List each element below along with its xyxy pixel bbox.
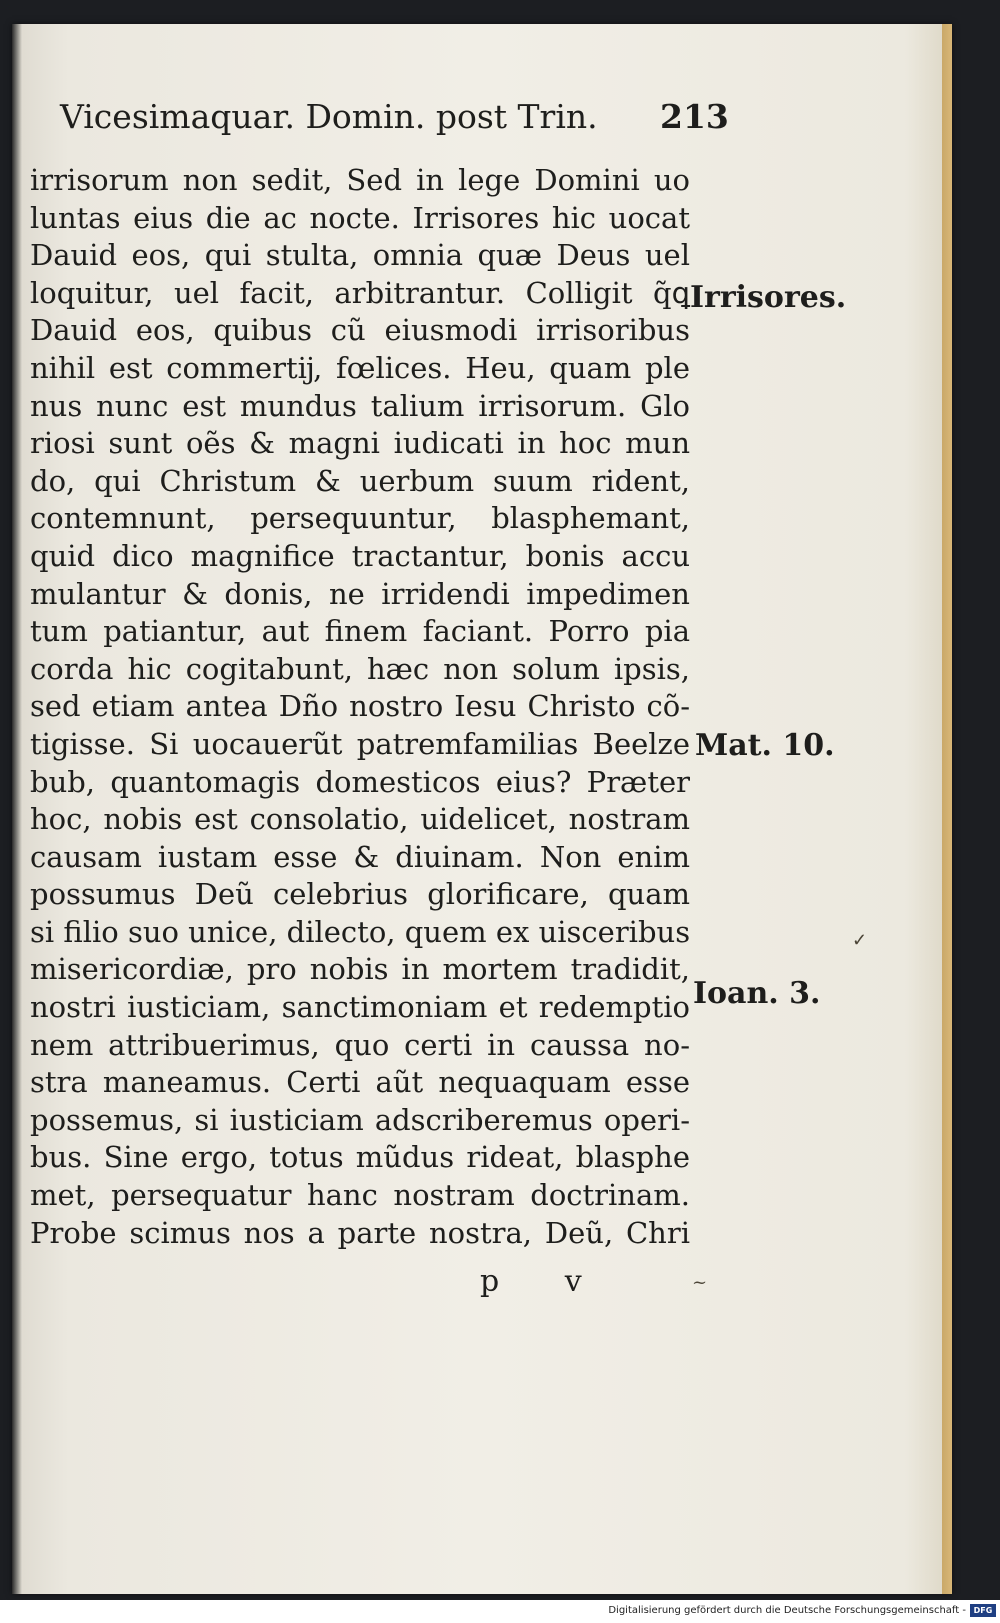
ink-speck: ✓: [852, 930, 868, 951]
text-line: nihil est commertĳ, fœlices. Heu, quam ple: [30, 350, 690, 385]
text-line: quid dico magnifice tractantur, bonis accu: [30, 538, 690, 573]
running-head: [50, 92, 729, 142]
text-line: tigisse. Si uocauerũt patremfamilias Beelze: [30, 726, 690, 761]
body-text: [30, 162, 690, 1252]
text-line: riosi sunt oẽs & magni iudicati in hoc mun: [30, 426, 690, 461]
text-line: irrisorum non sedit, Sed in lege Domini uo: [30, 163, 690, 197]
text-line: stra maneamus. Certi aũt nequaquam esse: [30, 1065, 690, 1100]
text-line: sed etiam antea Dño nostro Iesu Christo cõ-: [30, 689, 690, 724]
text-line: causam iustam esse & diuinam. Non enim: [30, 839, 690, 874]
text-line: loquitur, uel facit, arbitrantur. Colligit q̃ꝗ: [30, 275, 690, 310]
dfg-logo: DFG: [970, 1604, 996, 1617]
text-line: met, persequatur hanc nostram doctrinam.: [30, 1178, 690, 1213]
text-line: do, qui Christum & uerbum suum rident,: [30, 463, 690, 498]
ink-speck: ~: [692, 1272, 708, 1293]
running-head-title: Vicesimaquar. Domin. post Trin.: [60, 97, 598, 136]
text-line: possumus Deũ celebrius glorificare, quam: [30, 877, 690, 912]
marginal-note-irrisores: Irrisores.: [690, 280, 847, 315]
footer-credit: Digitalisierung gefördert durch die Deutsche Forschungsgemeinschaft -: [608, 1605, 966, 1616]
text-line: tum patiantur, aut finem faciant. Porro pia: [30, 614, 690, 649]
text-line: bus. Sine ergo, totus mũdus rideat, blasphe: [30, 1140, 690, 1175]
marginal-note-mat: Mat. 10.: [695, 728, 835, 763]
page-number: 213: [660, 97, 729, 136]
text-line: nostri iusticiam, sanctimoniam et redemptio: [30, 990, 690, 1025]
page-spine-shadow: [12, 24, 22, 1594]
text-line: Probe scimus nos a parte nostra, Deũ, Chri: [30, 1215, 690, 1250]
footer-bar: [0, 1600, 1000, 1623]
text-line: contemnunt, persequuntur, blasphemant,: [30, 501, 690, 536]
text-line: luntas eius die ac nocte. Irrisores hic uocat: [30, 200, 690, 235]
text-line: hoc, nobis est consolatio, uidelicet, nostram: [30, 802, 690, 837]
text-line: Dauid eos, qui stulta, omnia quæ Deus uel: [30, 238, 690, 273]
text-line: corda hic cogitabunt, hæc non solum ipsis,: [30, 651, 690, 686]
text-line: Dauid eos, quibus cũ eiusmodi irrisoribus: [30, 313, 690, 348]
signature-mark: p v: [480, 1264, 610, 1299]
page-edge: [942, 24, 952, 1594]
text-line: possemus, si iusticiam adscriberemus operi-: [30, 1102, 690, 1137]
text-line: nus nunc est mundus talium irrisorum. Glo: [30, 388, 690, 423]
text-line: nem attribuerimus, quo certi in caussa no-: [30, 1027, 690, 1062]
marginal-note-ioan: Ioan. 3.: [693, 976, 821, 1011]
text-line: bub, quantomagis domesticos eius? Præter: [30, 764, 690, 799]
text-line: si filio suo unice, dilecto, quem ex uisceribus: [30, 914, 691, 949]
text-line: mulantur & donis, ne irridendi impedimen: [30, 576, 690, 611]
text-line: misericordiæ, pro nobis in mortem tradidit,: [30, 952, 690, 987]
